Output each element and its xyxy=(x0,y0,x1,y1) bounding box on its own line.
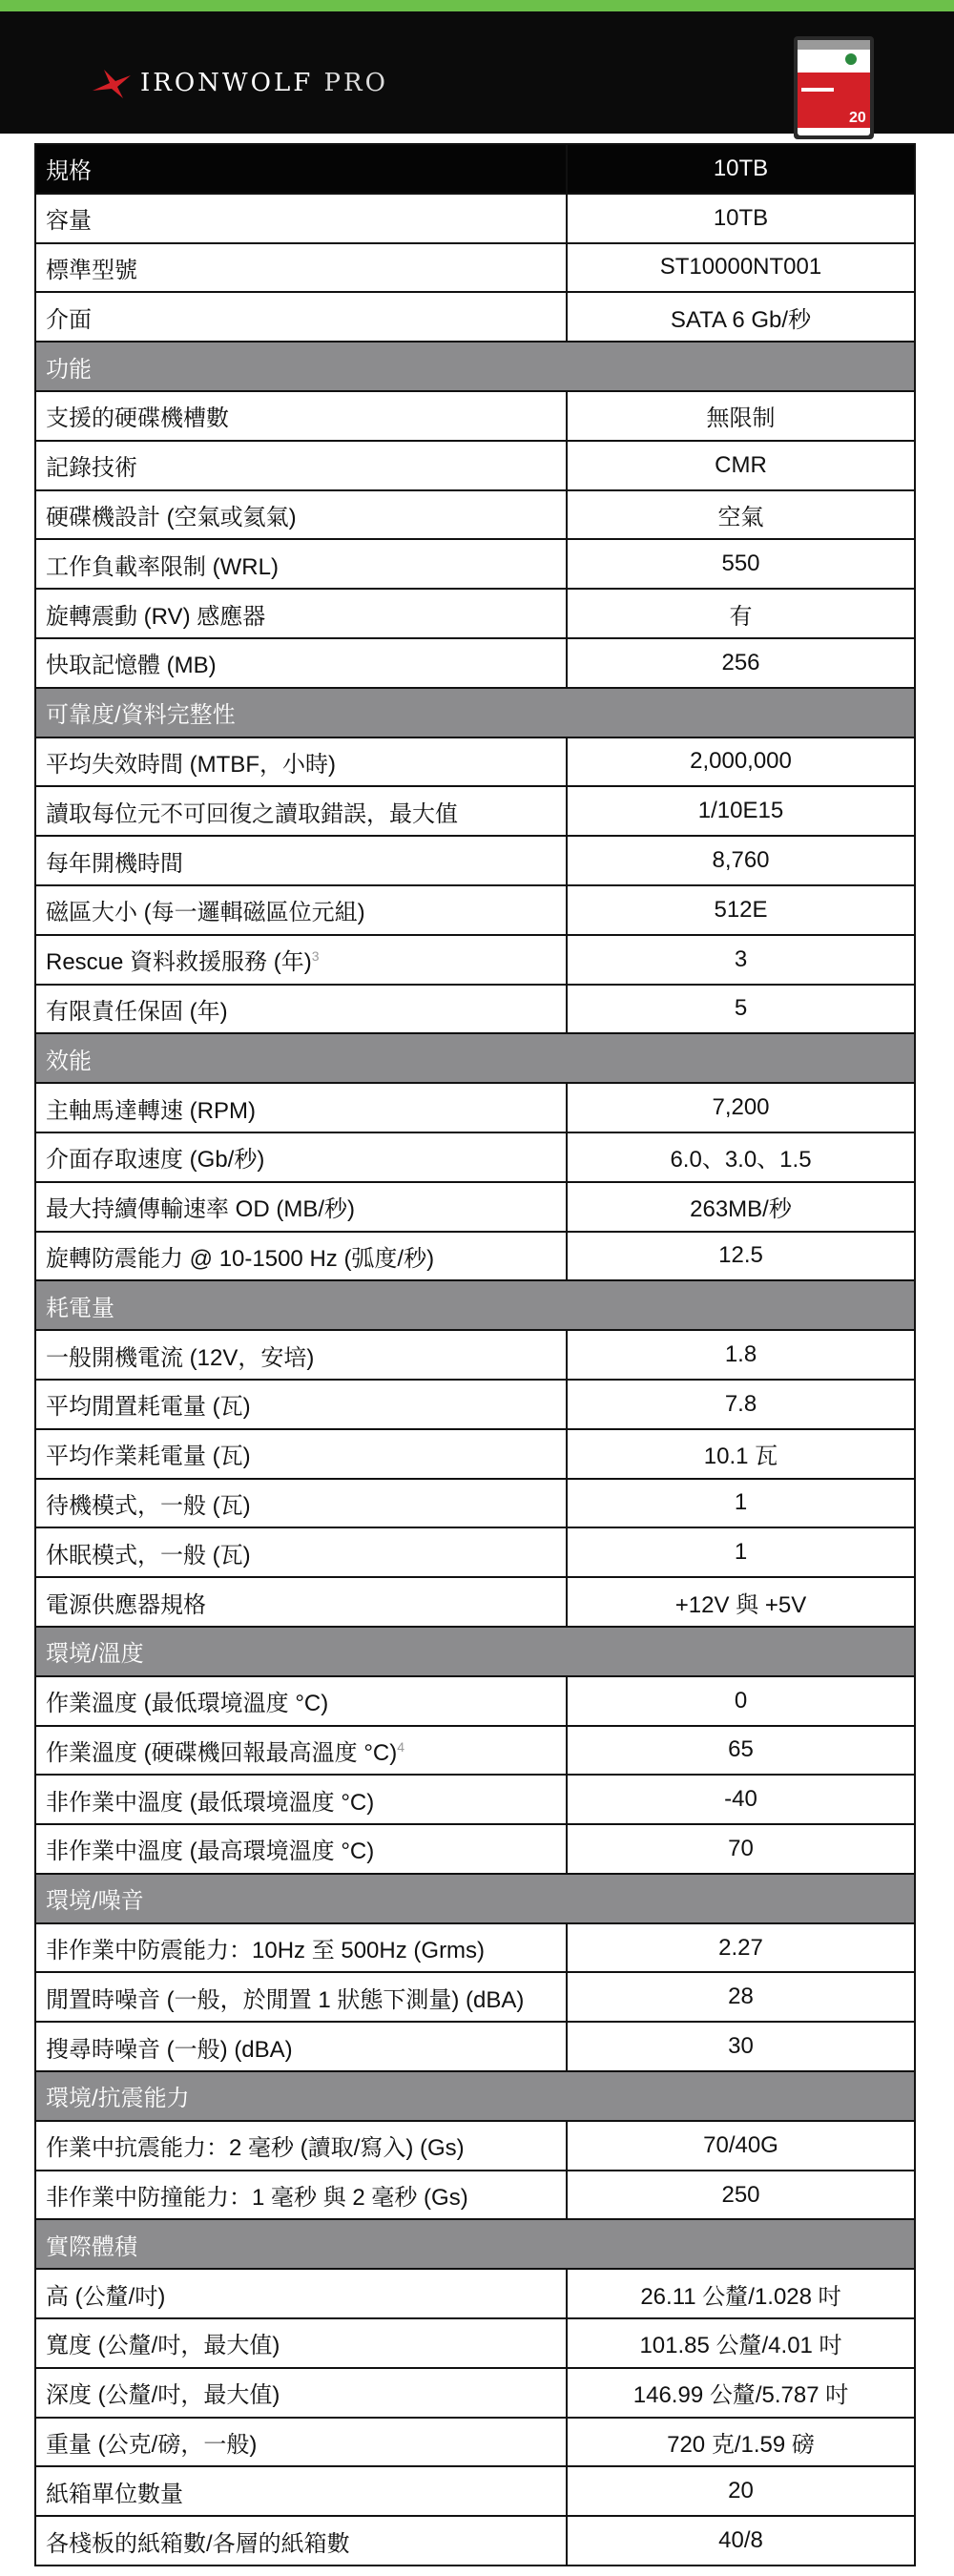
spec-row xyxy=(35,1527,915,1577)
spec-row xyxy=(35,490,915,540)
spec-label-text: 容量 xyxy=(46,208,92,235)
spec-label xyxy=(35,589,567,638)
section-header-row xyxy=(35,688,915,737)
spec-row xyxy=(35,391,915,441)
spec-label-text: 快取記憶體 (MB) xyxy=(46,653,217,679)
spec-value: 512E xyxy=(567,885,915,935)
spec-label-text: 高 (公釐/吋) xyxy=(46,2283,166,2310)
spec-value: 5 xyxy=(567,985,915,1034)
spec-row xyxy=(35,194,915,243)
spec-row xyxy=(35,1824,915,1874)
spec-row xyxy=(35,836,915,885)
spec-label xyxy=(35,2121,567,2171)
spec-label-text: 作業溫度 (硬碟機回報最高溫度 °C) xyxy=(46,1739,398,1766)
spec-value: 7.8 xyxy=(567,1380,915,1429)
spec-label xyxy=(35,985,567,1034)
spec-row xyxy=(35,2466,915,2516)
footnote-marker: 3 xyxy=(311,948,320,965)
spec-label-text: 深度 (公釐/吋，最大值) xyxy=(46,2382,280,2409)
spec-label xyxy=(35,2418,567,2467)
spec-value: 無限制 xyxy=(567,391,915,441)
section-header-row xyxy=(35,1033,915,1083)
spec-row xyxy=(35,1479,915,1528)
spec-value: ST10000NT001 xyxy=(567,243,915,293)
spec-label-text: 支援的硬碟機槽數 xyxy=(46,405,229,432)
spec-value: 2,000,000 xyxy=(567,737,915,787)
spec-value: 有 xyxy=(567,589,915,638)
spec-row xyxy=(35,2368,915,2418)
spec-label-text: 搜尋時噪音 (一般) (dBA) xyxy=(46,2036,293,2063)
spec-value: 1 xyxy=(567,1527,915,1577)
spec-value: 2.27 xyxy=(567,1923,915,1973)
spec-label-text: 紙箱單位數量 xyxy=(46,2481,183,2507)
wolf-logo-icon xyxy=(91,62,133,104)
spec-row xyxy=(35,1232,915,1281)
spec-value: 8,760 xyxy=(567,836,915,885)
spec-value: 1 xyxy=(567,1479,915,1528)
spec-value: 1/10E15 xyxy=(567,786,915,836)
spec-label xyxy=(35,441,567,490)
spec-label-text: 電源供應器規格 xyxy=(46,1591,206,1618)
spec-value: 26.11 公釐/1.028 吋 xyxy=(567,2269,915,2318)
spec-value: 20 xyxy=(567,2466,915,2516)
spec-label xyxy=(35,737,567,787)
spec-label-text: 最大持續傳輸速率 OD (MB/秒) xyxy=(46,1196,355,1223)
spec-label xyxy=(35,786,567,836)
spec-row xyxy=(35,539,915,589)
section-title: 效能 xyxy=(35,1033,915,1083)
spec-value: 0 xyxy=(567,1676,915,1726)
spec-value: 12.5 xyxy=(567,1232,915,1281)
spec-label xyxy=(35,2516,567,2566)
spec-label xyxy=(35,1577,567,1627)
spec-row xyxy=(35,1132,915,1182)
spec-label-text: 休眠模式，一般 (瓦) xyxy=(46,1542,251,1568)
spec-label-text: 有限責任保固 (年) xyxy=(46,998,228,1025)
spec-value: 250 xyxy=(567,2171,915,2220)
spec-value: 28 xyxy=(567,1972,915,2022)
spec-value: CMR xyxy=(567,441,915,490)
spec-label xyxy=(35,539,567,589)
spec-label-text: 待機模式，一般 (瓦) xyxy=(46,1492,251,1519)
section-header-row xyxy=(35,1874,915,1923)
spec-label-text: 非作業中防震能力：10Hz 至 500Hz (Grms) xyxy=(46,1938,486,1964)
spec-label xyxy=(35,1824,567,1874)
spec-label-text: 平均作業耗電量 (瓦) xyxy=(46,1444,251,1470)
spec-row xyxy=(35,1775,915,1824)
spec-value: 146.99 公釐/5.787 吋 xyxy=(567,2368,915,2418)
drive-capacity-label: 20 xyxy=(849,110,866,126)
spec-label xyxy=(35,490,567,540)
section-header-row xyxy=(35,1280,915,1330)
brand-logo xyxy=(91,64,388,102)
spec-row xyxy=(35,2269,915,2318)
spec-value: 6.0、3.0、1.5 xyxy=(567,1132,915,1182)
spec-row xyxy=(35,1923,915,1973)
spec-label xyxy=(35,836,567,885)
spec-value: 101.85 公釐/4.01 吋 xyxy=(567,2318,915,2368)
spec-label xyxy=(35,243,567,293)
spec-label xyxy=(35,2171,567,2220)
spec-label-text: 平均失效時間 (MTBF，小時) xyxy=(46,751,336,778)
spec-label xyxy=(35,638,567,688)
spec-label xyxy=(35,1182,567,1232)
spec-row xyxy=(35,2171,915,2220)
spec-value: 30 xyxy=(567,2022,915,2071)
spec-label-text: 磁區大小 (每一邏輯磁區位元組) xyxy=(46,900,365,926)
spec-value: -40 xyxy=(567,1775,915,1824)
accent-bar xyxy=(0,0,954,11)
spec-label-text: 旋轉防震能力 @ 10-1500 Hz (弧度/秒) xyxy=(46,1245,435,1272)
spec-row xyxy=(35,985,915,1034)
spec-label xyxy=(35,1429,567,1479)
footnote-marker: 4 xyxy=(397,1738,405,1755)
spec-label-text: 一般開機電流 (12V，安培) xyxy=(46,1344,315,1371)
section-header-row xyxy=(35,2071,915,2121)
spec-table xyxy=(34,143,916,2566)
section-title: 環境/噪音 xyxy=(35,1874,915,1923)
spec-label-text: 介面 xyxy=(46,306,92,333)
section-title: 耗電量 xyxy=(35,1280,915,1330)
spec-label-text: 非作業中溫度 (最低環境溫度 °C) xyxy=(46,1789,375,1816)
spec-label-text: 平均閒置耗電量 (瓦) xyxy=(46,1394,251,1421)
spec-header-row xyxy=(35,144,915,194)
spec-header-label: 規格 xyxy=(35,144,567,194)
spec-label xyxy=(35,885,567,935)
spec-value: 263MB/秒 xyxy=(567,1182,915,1232)
spec-label xyxy=(35,1380,567,1429)
section-header-row xyxy=(35,2219,915,2269)
spec-value: 65 xyxy=(567,1726,915,1776)
spec-label-text: 記錄技術 xyxy=(46,455,137,482)
spec-label xyxy=(35,1923,567,1973)
spec-value: 70/40G xyxy=(567,2121,915,2171)
spec-label xyxy=(35,935,567,985)
spec-label xyxy=(35,1232,567,1281)
spec-row xyxy=(35,1330,915,1380)
spec-value: +12V 與 +5V xyxy=(567,1577,915,1627)
spec-label-text: 旋轉震動 (RV) 感應器 xyxy=(46,603,266,630)
spec-label xyxy=(35,2022,567,2071)
spec-label xyxy=(35,292,567,342)
spec-label xyxy=(35,2466,567,2516)
spec-label xyxy=(35,194,567,243)
spec-label-text: 每年開機時間 xyxy=(46,850,183,877)
spec-row xyxy=(35,2121,915,2171)
spec-value: 550 xyxy=(567,539,915,589)
spec-value: 720 克/1.59 磅 xyxy=(567,2418,915,2467)
spec-label-text: 讀取每位元不可回復之讀取錯誤，最大值 xyxy=(46,800,458,827)
spec-value: 256 xyxy=(567,638,915,688)
spec-row xyxy=(35,1726,915,1776)
spec-label-text: 工作負載率限制 (WRL) xyxy=(46,553,279,580)
spec-row xyxy=(35,292,915,342)
section-title: 環境/抗震能力 xyxy=(35,2071,915,2121)
spec-value: SATA 6 Gb/秒 xyxy=(567,292,915,342)
spec-label xyxy=(35,1330,567,1380)
spec-label xyxy=(35,1527,567,1577)
spec-row xyxy=(35,2022,915,2071)
spec-label-text: 硬碟機設計 (空氣或氦氣) xyxy=(46,504,297,530)
spec-row xyxy=(35,1577,915,1627)
spec-row xyxy=(35,2318,915,2368)
section-header-row xyxy=(35,1627,915,1676)
spec-label-text: 重量 (公克/磅，一般) xyxy=(46,2432,258,2459)
spec-row xyxy=(35,441,915,490)
spec-label-text: 非作業中防撞能力：1 毫秒 與 2 毫秒 (Gs) xyxy=(46,2185,468,2212)
spec-label-text: 各棧板的紙箱數/各層的紙箱數 xyxy=(46,2530,350,2557)
spec-label xyxy=(35,1083,567,1132)
spec-value: 1.8 xyxy=(567,1330,915,1380)
spec-label xyxy=(35,1479,567,1528)
spec-row xyxy=(35,885,915,935)
spec-label-text: 標準型號 xyxy=(46,257,137,283)
spec-label-text: 作業中抗震能力：2 毫秒 (讀取/寫入) (Gs) xyxy=(46,2135,465,2162)
spec-value: 10TB xyxy=(567,194,915,243)
spec-label xyxy=(35,1726,567,1776)
spec-label-text: 寬度 (公釐/吋，最大值) xyxy=(46,2333,280,2359)
spec-label-text: 作業溫度 (最低環境溫度 °C) xyxy=(46,1691,329,1717)
section-title: 實際體積 xyxy=(35,2219,915,2269)
spec-row xyxy=(35,638,915,688)
brand-header xyxy=(0,11,954,134)
spec-label xyxy=(35,1775,567,1824)
spec-label-text: 非作業中溫度 (最高環境溫度 °C) xyxy=(46,1839,375,1865)
section-title: 環境/溫度 xyxy=(35,1627,915,1676)
spec-row xyxy=(35,243,915,293)
spec-label-text: Rescue 資料救援服務 (年) xyxy=(46,949,312,976)
spec-header-value: 10TB xyxy=(567,144,915,194)
spec-label xyxy=(35,2368,567,2418)
spec-label-text: 介面存取速度 (Gb/秒) xyxy=(46,1147,265,1174)
spec-row xyxy=(35,1380,915,1429)
section-header-row xyxy=(35,342,915,391)
spec-value: 10.1 瓦 xyxy=(567,1429,915,1479)
spec-row xyxy=(35,1676,915,1726)
spec-row xyxy=(35,1972,915,2022)
spec-row xyxy=(35,589,915,638)
spec-row xyxy=(35,1083,915,1132)
spec-row xyxy=(35,2418,915,2467)
spec-value: 3 xyxy=(567,935,915,985)
spec-label xyxy=(35,2318,567,2368)
spec-label xyxy=(35,1676,567,1726)
spec-value: 70 xyxy=(567,1824,915,1874)
brand-name: IRONWOLF PRO xyxy=(140,69,388,97)
spec-label xyxy=(35,1972,567,2022)
spec-label xyxy=(35,391,567,441)
spec-label xyxy=(35,1132,567,1182)
spec-row xyxy=(35,935,915,985)
spec-label-text: 閒置時噪音 (一般，於閒置 1 狀態下測量) (dBA) xyxy=(46,1986,525,2013)
spec-row xyxy=(35,786,915,836)
spec-row xyxy=(35,737,915,787)
spec-value: 40/8 xyxy=(567,2516,915,2566)
spec-label-text: 主軸馬達轉速 (RPM) xyxy=(46,1097,256,1124)
section-title: 功能 xyxy=(35,342,915,391)
spec-value: 7,200 xyxy=(567,1083,915,1132)
hard-drive-product-image xyxy=(790,31,878,145)
spec-row xyxy=(35,2516,915,2566)
spec-label xyxy=(35,2269,567,2318)
spec-row xyxy=(35,1182,915,1232)
spec-row xyxy=(35,1429,915,1479)
section-title: 可靠度/資料完整性 xyxy=(35,688,915,737)
spec-value: 空氣 xyxy=(567,490,915,540)
